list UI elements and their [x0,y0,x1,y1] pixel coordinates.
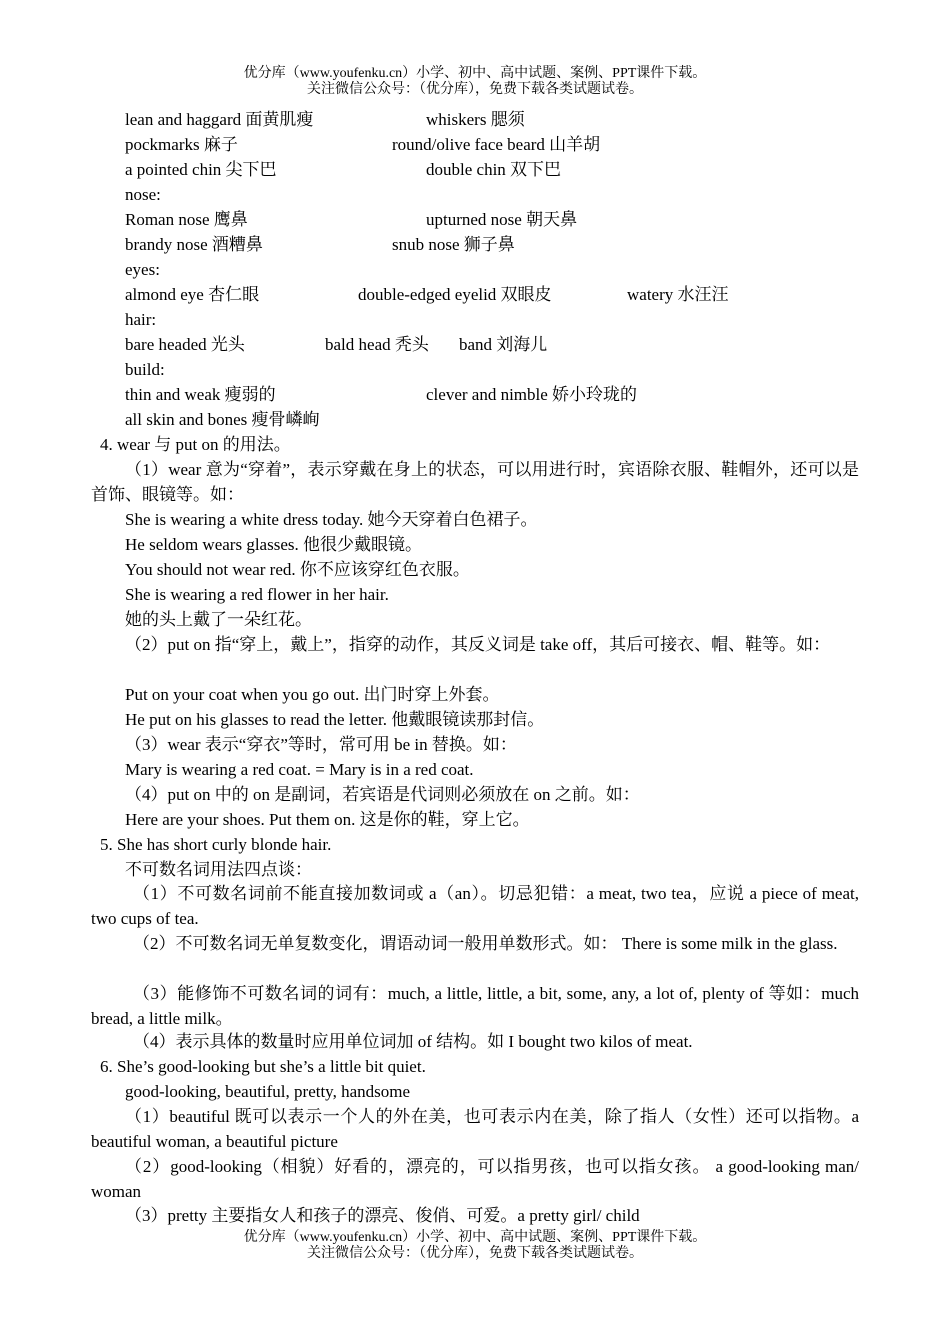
paragraph: （3）wear 表示“穿衣”等时，常可用 be in 替换。如： [125,735,517,754]
vocab-term: band 刘海儿 [459,335,548,354]
example-sentence: Mary is wearing a red coat. = Mary is in a red coat. [125,760,474,779]
paragraph: （4）put on 中的 on 是副词，若宾语是代词则必须放在 on 之前。如： [125,785,640,804]
footer-line-2: 关注微信公众号：（优分库），免费下载各类试题试卷。 [307,1246,643,1261]
vocab-term: lean and haggard 面黄肌瘦 [125,110,314,129]
header-line-2: 关注微信公众号：（优分库），免费下载各类试题试卷。 [307,82,643,97]
vocab-term: upturned nose 朝天鼻 [426,210,578,229]
section-heading: 6. She’s good-looking but she’s a little bit quiet. [100,1057,426,1076]
example-sentence: She is wearing a white dress today. 她今天穿着白色裙子。 [125,510,538,529]
section-heading: 5. She has short curly blonde hair. [100,835,332,854]
example-sentence: She is wearing a red flower in her hair. [125,585,389,604]
header-line-1: 优分库（www.youfenku.cn）小学、初中、高中试题、案例、PPT课件下载。 [243,66,707,81]
word-list: good-looking, beautiful, pretty, handsome [125,1082,411,1101]
example-sentence: He put on his glasses to read the letter. 他戴眼镜读那封信。 [125,710,545,729]
vocab-term: bare headed 光头 [125,335,245,354]
paragraph: （3）pretty 主要指女人和孩子的漂亮、俊俏、可爱。a pretty girl/ child [125,1206,640,1225]
vocab-term: snub nose 狮子鼻 [392,235,515,254]
vocab-term: clever and nimble 娇小玲珑的 [426,385,638,404]
vocab-category-label: build: [125,360,165,379]
paragraph: （1）wear 意为“穿着”，表示穿戴在身上的状态，可以用进行时，宾语除衣服、鞋帽外，还可以是首饰、眼镜等。如： [91,460,859,504]
vocab-term: almond eye 杏仁眼 [125,285,260,304]
vocab-category-label: eyes: [125,260,160,279]
vocab-category-label: nose: [125,185,161,204]
example-sentence: He seldom wears glasses. 他很少戴眼镜。 [125,535,422,554]
vocab-term: pockmarks 麻子 [125,135,238,154]
vocab-term: all skin and bones 瘦骨嶙峋 [125,410,320,429]
example-sentence: Put on your coat when you go out. 出门时穿上外套。 [125,685,500,704]
vocab-term: brandy nose 酒糟鼻 [125,235,263,254]
page-footer [0,1230,950,1262]
vocab-term: whiskers 腮须 [426,110,525,129]
vocab-term: a pointed chin 尖下巴 [125,160,277,179]
vocab-term: double chin 双下巴 [426,160,562,179]
paragraph: （2）不可数名词无单复数变化，谓语动词一般用单数形式。如： There is some milk in the glass. [133,934,838,953]
vocab-term: Roman nose 鹰鼻 [125,210,248,229]
vocab-term: watery 水汪汪 [627,285,729,304]
paragraph: （4）表示具体的数量时应用单位词加 of 结构。如 I bought two kilos of meat. [133,1032,693,1051]
paragraph: （2）put on 指“穿上，戴上”，指穿的动作，其反义词是 take off，其后可接衣、帽、鞋等。如： [125,635,831,654]
vocab-term: bald head 秃头 [325,335,429,354]
vocab-category-label: hair: [125,310,157,329]
example-sentence: You should not wear red. 你不应该穿红色衣服。 [125,560,470,579]
footer-line-1: 优分库（www.youfenku.cn）小学、初中、高中试题、案例、PPT课件下载。 [243,1230,707,1245]
example-sentence: Here are your shoes. Put them on. 这是你的鞋，穿上它。 [125,810,530,829]
paragraph: （1）beautiful 既可以表示一个人的外在美，也可表示内在美，除了指人（女性）还可以指物。a beautiful woman, a beautiful picture [91,1107,859,1151]
vocab-term: thin and weak 瘦弱的 [125,385,276,404]
subheading: 不可数名词用法四点谈： [125,860,312,879]
page-header [0,66,950,98]
vocab-term: double-edged eyelid 双眼皮 [358,285,552,304]
paragraph: （3）能修饰不可数名词的词有：much, a little, little, a bit, some, any, a lot of, plenty of 等如：much bread, a little milk。 [91,984,859,1028]
paragraph: （1）不可数名词前不能直接加数词或 a（an）。切忌犯错：a meat, two tea，应说 a piece of meat, two cups of tea. [91,884,859,928]
paragraph: （2）good-looking（相貌）好看的，漂亮的，可以指男孩，也可以指女孩。 a good-looking man/ woman [91,1157,859,1201]
section-heading: 4. wear 与 put on 的用法。 [100,435,291,454]
vocab-term: round/olive face beard 山羊胡 [392,135,601,154]
example-translation: 她的头上戴了一朵红花。 [125,610,312,629]
